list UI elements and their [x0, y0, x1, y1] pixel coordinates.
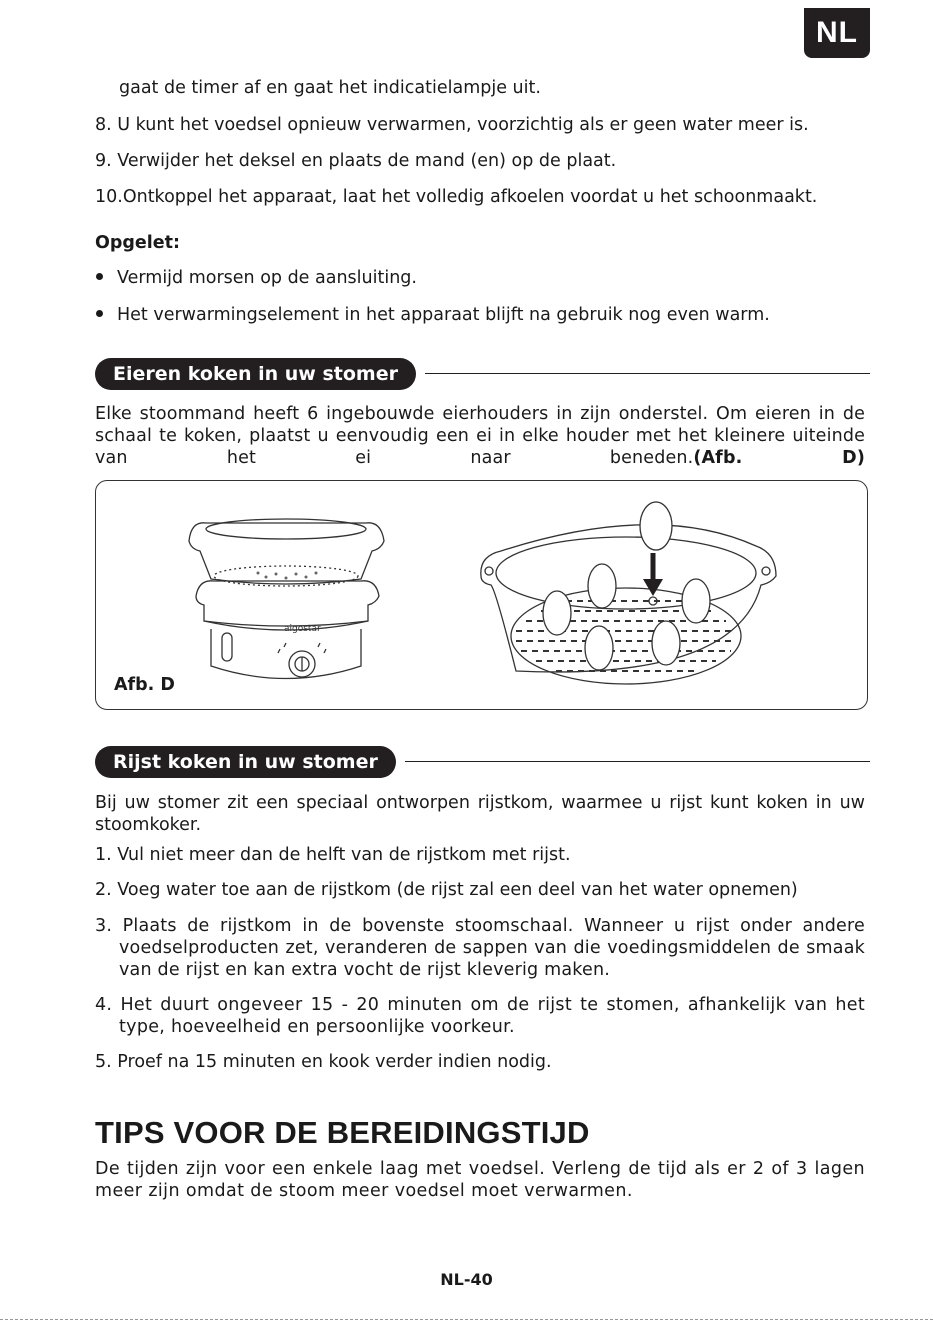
rice-step-2: 2. Voeg water toe aan de rijstkom (de rijst zal een deel van het water opnemen)	[95, 880, 798, 900]
rice-intro: Bij uw stomer zit een speciaal ontworpen rijstkom, waarmee u rijst kunt koken in uw stoomkoker.	[95, 793, 865, 835]
page-edge-divider	[0, 1319, 933, 1320]
bullet-dot-icon	[96, 273, 103, 280]
tips-title: TIPS VOOR DE BEREIDINGSTIJD	[95, 1115, 590, 1150]
figure-d	[95, 480, 868, 710]
tips-paragraph: De tijden zijn voor een enkele laag met voedsel. Verleng de tijd als er 2 of 3 lagen meer zijn omdat de stoom meer voedsel moet verwarmen.	[95, 1159, 865, 1201]
page-number: NL-40	[440, 1270, 493, 1289]
rice-section-header	[95, 746, 870, 778]
step-8: 8. U kunt het voedsel opnieuw verwarmen, voorzichtig als er geen water meer is.	[95, 115, 809, 135]
eggs-paragraph: Elke stoommand heeft 6 ingebouwde eierhouders in zijn onderstel. Om eieren in de schaal te koken, plaatst u eenvoudig een ei in elke houder met het kleinere uiteinde van het ei naar beneden.(Afb. D)	[95, 404, 865, 468]
heading-rule	[425, 373, 870, 374]
rice-step-4: 4. Het duurt ongeveer 15 - 20 minuten om de rijst te stomen, afhankelijk van het type, hoeveelheid en persoonlijke voorkeur.	[95, 995, 865, 1037]
steamer-illustration	[96, 481, 869, 711]
step-9: 9. Verwijder het deksel en plaats de mand (en) op de plaat.	[95, 151, 617, 171]
brand-text: aigostar	[284, 624, 321, 634]
heading-rule	[405, 761, 870, 762]
step-10: 10.Ontkoppel het apparaat, laat het volledig afkoelen voordat u het schoonmaakt.	[95, 187, 818, 207]
step-continuation: gaat de timer af en gaat het indicatielampje uit.	[119, 78, 541, 98]
rice-step-1: 1. Vul niet meer dan de helft van de rijstkom met rijst.	[95, 845, 571, 865]
eggs-section-header	[95, 358, 870, 390]
caution-bullet: Vermijd morsen op de aansluiting.	[96, 268, 417, 288]
figure-label: Afb. D	[114, 675, 175, 695]
language-tab: NL	[804, 8, 870, 58]
eggs-heading: Eieren koken in uw stomer	[95, 358, 416, 390]
caution-bullet: Het verwarmingselement in het apparaat blijft na gebruik nog even warm.	[96, 305, 770, 325]
rice-heading: Rijst koken in uw stomer	[95, 746, 396, 778]
caution-title: Opgelet:	[95, 233, 181, 253]
rice-step-5: 5. Proef na 15 minuten en kook verder indien nodig.	[95, 1052, 552, 1072]
rice-step-3: 3. Plaats de rijstkom in de bovenste stoomschaal. Wanneer u rijst onder andere voedselproducten zet, veranderen de sappen van die voedingsmiddelen de smaak van de rijst en kan extra vocht de rijst kleverig maken.	[95, 916, 865, 980]
bullet-dot-icon	[96, 310, 103, 317]
